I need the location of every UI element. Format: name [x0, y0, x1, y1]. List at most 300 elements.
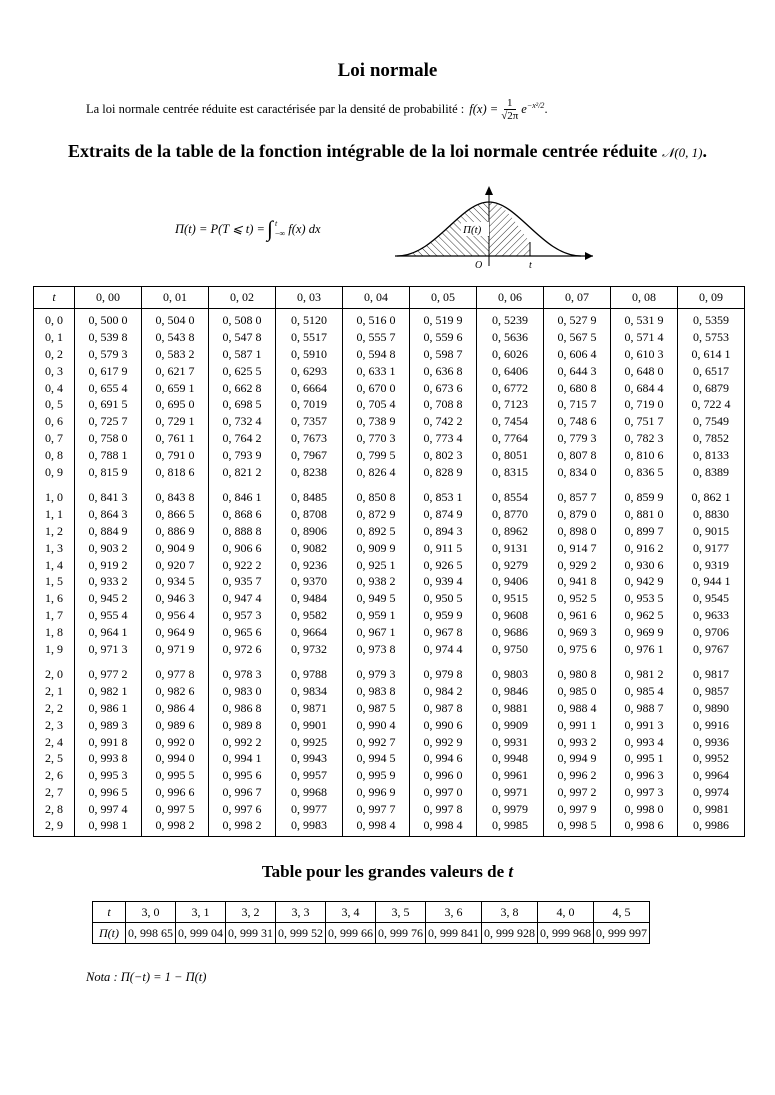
- table-cell: 0, 909 9: [343, 540, 410, 557]
- table-cell: 0, 698 5: [209, 396, 276, 413]
- table-cell: 0, 571 4: [611, 329, 678, 346]
- table-cell: 0, 884 9: [75, 523, 142, 540]
- table-cell: 0, 904 9: [142, 540, 209, 557]
- table-row: [34, 430, 745, 447]
- x-axis-arrow: [585, 252, 593, 260]
- table-cell: 0, 9015: [678, 523, 745, 540]
- large-pi-cell: 0, 999 928: [482, 923, 538, 944]
- table-cell: 0, 997 9: [544, 801, 611, 818]
- row-t-value: 0, 4: [34, 380, 75, 397]
- large-t-cell: 4, 5: [594, 902, 650, 923]
- large-values-title-var: t: [508, 862, 514, 881]
- row-t-value: 0, 6: [34, 413, 75, 430]
- group-spacer: [34, 657, 745, 666]
- table-cell: 0, 947 4: [209, 590, 276, 607]
- table-cell: 0, 987 5: [343, 700, 410, 717]
- subtitle-text: Extraits de la table de la fonction intégrable de la loi normale centrée réduite: [67, 141, 658, 161]
- large-pi-cell: 0, 999 997: [594, 923, 650, 944]
- large-pi-cell: 0, 999 841: [426, 923, 482, 944]
- table-cell: 0, 818 6: [142, 464, 209, 481]
- header-col: 0, 06: [477, 287, 544, 309]
- intro-text: La loi normale centrée réduite est caractérisée par la densité de probabilité :: [86, 102, 465, 117]
- table-cell: 0, 942 9: [611, 573, 678, 590]
- table-cell: 0, 953 5: [611, 590, 678, 607]
- table-cell: 0, 594 8: [343, 346, 410, 363]
- table-cell: 0, 788 1: [75, 447, 142, 464]
- normal-curve-diagram: [395, 186, 600, 276]
- table-cell: 0, 944 1: [678, 573, 745, 590]
- table-cell: 0, 9834: [276, 683, 343, 700]
- table-cell: 0, 982 1: [75, 683, 142, 700]
- table-cell: 0, 6879: [678, 380, 745, 397]
- table-cell: 0, 9686: [477, 624, 544, 641]
- table-cell: 0, 9131: [477, 540, 544, 557]
- table-cell: 0, 994 6: [410, 750, 477, 767]
- table-cell: 0, 9767: [678, 641, 745, 658]
- table-cell: 0, 815 9: [75, 464, 142, 481]
- table-cell: 0, 892 5: [343, 523, 410, 540]
- table-cell: 0, 941 8: [544, 573, 611, 590]
- table-row: [34, 329, 745, 346]
- table-cell: 0, 732 4: [209, 413, 276, 430]
- large-pi-cell: 0, 999 66: [326, 923, 376, 944]
- table-cell: 0, 950 5: [410, 590, 477, 607]
- row-t-value: 1, 1: [34, 506, 75, 523]
- table-cell: 0, 567 5: [544, 329, 611, 346]
- table-row: [34, 523, 745, 540]
- header-col: 0, 02: [209, 287, 276, 309]
- table-cell: 0, 9957: [276, 767, 343, 784]
- nota: [86, 970, 206, 985]
- table-cell: 0, 8770: [477, 506, 544, 523]
- table-cell: 0, 888 8: [209, 523, 276, 540]
- intro-end: .: [544, 102, 548, 117]
- table-cell: 0, 899 7: [611, 523, 678, 540]
- table-cell: 0, 992 7: [343, 734, 410, 751]
- table-cell: 0, 977 2: [75, 666, 142, 683]
- large-t-cell: 3, 0: [126, 902, 176, 923]
- table-cell: 0, 9983: [276, 818, 343, 837]
- table-cell: 0, 949 5: [343, 590, 410, 607]
- header-col: 0, 04: [343, 287, 410, 309]
- integrand: f(x) dx: [288, 221, 321, 236]
- table-cell: 0, 955 4: [75, 607, 142, 624]
- large-pi-cell: 0, 999 968: [538, 923, 594, 944]
- table-cell: 0, 834 0: [544, 464, 611, 481]
- intro-formula-lhs: f(x) =: [469, 102, 499, 117]
- large-values-title-text: Table pour les grandes valeurs de: [261, 862, 505, 881]
- large-t-cell: 3, 5: [376, 902, 426, 923]
- table-cell: 0, 996 2: [544, 767, 611, 784]
- table-cell: 0, 5359: [678, 313, 745, 330]
- table-cell: 0, 9177: [678, 540, 745, 557]
- table-cell: 0, 9545: [678, 590, 745, 607]
- large-t-cell: 3, 4: [326, 902, 376, 923]
- table-cell: 0, 997 7: [343, 801, 410, 818]
- table-row: [34, 489, 745, 506]
- large-t-cell: 3, 8: [482, 902, 538, 923]
- table-cell: 0, 985 4: [611, 683, 678, 700]
- table-cell: 0, 964 1: [75, 624, 142, 641]
- table-cell: 0, 881 0: [611, 506, 678, 523]
- table-cell: 0, 903 2: [75, 540, 142, 557]
- row-t-value: 0, 3: [34, 363, 75, 380]
- table-cell: 0, 994 1: [209, 750, 276, 767]
- large-pi-cell: 0, 998 65: [126, 923, 176, 944]
- table-cell: 0, 9974: [678, 784, 745, 801]
- intro-line: [86, 97, 548, 122]
- y-axis-arrow: [485, 186, 493, 195]
- table-cell: 0, 894 3: [410, 523, 477, 540]
- table-cell: 0, 9082: [276, 540, 343, 557]
- table-cell: 0, 967 8: [410, 624, 477, 641]
- table-cell: 0, 952 5: [544, 590, 611, 607]
- table-cell: 0, 995 9: [343, 767, 410, 784]
- row-t-value: 2, 7: [34, 784, 75, 801]
- table-cell: 0, 996 6: [142, 784, 209, 801]
- table-cell: 0, 935 7: [209, 573, 276, 590]
- table-cell: 0, 990 4: [343, 717, 410, 734]
- table-cell: 0, 983 8: [343, 683, 410, 700]
- row-t-value: 1, 8: [34, 624, 75, 641]
- header-col: 0, 05: [410, 287, 477, 309]
- table-row: [34, 346, 745, 363]
- table-cell: 0, 5120: [276, 313, 343, 330]
- table-cell: 0, 9484: [276, 590, 343, 607]
- table-cell: 0, 992 0: [142, 734, 209, 751]
- table-cell: 0, 997 3: [611, 784, 678, 801]
- header-col: 0, 00: [75, 287, 142, 309]
- integral-lower: −∞: [275, 229, 286, 238]
- table-cell: 0, 925 1: [343, 557, 410, 574]
- table-cell: 0, 998 6: [611, 818, 678, 837]
- table-cell: 0, 680 8: [544, 380, 611, 397]
- large-values-row-t: [93, 902, 650, 923]
- table-cell: 0, 998 5: [544, 818, 611, 837]
- table-cell: 0, 583 2: [142, 346, 209, 363]
- table-cell: 0, 7967: [276, 447, 343, 464]
- table-cell: 0, 872 9: [343, 506, 410, 523]
- table-body: [34, 309, 745, 837]
- table-cell: 0, 7549: [678, 413, 745, 430]
- table-cell: 0, 807 8: [544, 447, 611, 464]
- table-row: [34, 734, 745, 751]
- table-cell: 0, 9977: [276, 801, 343, 818]
- table-cell: 0, 7357: [276, 413, 343, 430]
- table-header-row: [34, 287, 745, 309]
- table-cell: 0, 992 9: [410, 734, 477, 751]
- table-cell: 0, 973 8: [343, 641, 410, 658]
- table-cell: 0, 9857: [678, 683, 745, 700]
- nota-text: : Π(−t) = 1 − Π(t): [113, 970, 207, 984]
- density-fraction: [501, 97, 518, 122]
- table-cell: 0, 911 5: [410, 540, 477, 557]
- normal-table: [33, 286, 745, 837]
- table-cell: 0, 9961: [477, 767, 544, 784]
- table-cell: 0, 673 6: [410, 380, 477, 397]
- table-cell: 0, 980 8: [544, 666, 611, 683]
- table-cell: 0, 979 3: [343, 666, 410, 683]
- row-t-value: 1, 7: [34, 607, 75, 624]
- table-cell: 0, 995 1: [611, 750, 678, 767]
- table-cell: 0, 770 3: [343, 430, 410, 447]
- table-cell: 0, 994 5: [343, 750, 410, 767]
- table-row: [34, 313, 745, 330]
- table-cell: 0, 9986: [678, 818, 745, 837]
- table-cell: 0, 946 3: [142, 590, 209, 607]
- table-cell: 0, 978 3: [209, 666, 276, 683]
- table-row: [34, 641, 745, 658]
- table-row: [34, 700, 745, 717]
- table-cell: 0, 9943: [276, 750, 343, 767]
- table-cell: 0, 926 5: [410, 557, 477, 574]
- table-cell: 0, 8315: [477, 464, 544, 481]
- table-cell: 0, 997 0: [410, 784, 477, 801]
- table-cell: 0, 636 8: [410, 363, 477, 380]
- table-cell: 0, 587 1: [209, 346, 276, 363]
- table-cell: 0, 516 0: [343, 313, 410, 330]
- table-cell: 0, 989 3: [75, 717, 142, 734]
- table-cell: 0, 751 7: [611, 413, 678, 430]
- header-col: 0, 07: [544, 287, 611, 309]
- row-t-value: 1, 5: [34, 573, 75, 590]
- table-cell: 0, 9979: [477, 801, 544, 818]
- table-cell: 0, 987 8: [410, 700, 477, 717]
- table-cell: 0, 9817: [678, 666, 745, 683]
- table-row: [34, 396, 745, 413]
- large-pi-cell: 0, 999 52: [276, 923, 326, 944]
- table-cell: 0, 8389: [678, 464, 745, 481]
- table-cell: 0, 9909: [477, 717, 544, 734]
- subtitle: [0, 141, 775, 162]
- table-cell: 0, 959 1: [343, 607, 410, 624]
- table-cell: 0, 976 1: [611, 641, 678, 658]
- row-t-value: 1, 2: [34, 523, 75, 540]
- table-cell: 0, 655 4: [75, 380, 142, 397]
- table-cell: 0, 998 2: [209, 818, 276, 837]
- large-t-cell: 3, 6: [426, 902, 482, 923]
- row-t-value: 0, 0: [34, 313, 75, 330]
- table-row: [34, 464, 745, 481]
- table-cell: 0, 9985: [477, 818, 544, 837]
- pi-def-lhs: Π(t) = P(T ⩽ t) =: [175, 222, 265, 236]
- table-cell: 0, 539 8: [75, 329, 142, 346]
- table-cell: 0, 508 0: [209, 313, 276, 330]
- table-cell: 0, 7852: [678, 430, 745, 447]
- table-row: [34, 447, 745, 464]
- table-cell: 0, 559 6: [410, 329, 477, 346]
- row-t-value: 2, 0: [34, 666, 75, 683]
- table-cell: 0, 859 9: [611, 489, 678, 506]
- table-cell: 0, 9633: [678, 607, 745, 624]
- table-cell: 0, 9582: [276, 607, 343, 624]
- table-cell: 0, 695 0: [142, 396, 209, 413]
- large-t-cell: 4, 0: [538, 902, 594, 923]
- table-cell: 0, 828 9: [410, 464, 477, 481]
- table-cell: 0, 9901: [276, 717, 343, 734]
- row-t-value: 0, 8: [34, 447, 75, 464]
- nota-label: Nota: [86, 970, 111, 984]
- row-t-value: 2, 5: [34, 750, 75, 767]
- table-cell: 0, 9515: [477, 590, 544, 607]
- t-label: t: [529, 260, 532, 271]
- table-cell: 0, 527 9: [544, 313, 611, 330]
- row-t-value: 0, 5: [34, 396, 75, 413]
- table-cell: 0, 990 6: [410, 717, 477, 734]
- table-cell: 0, 9370: [276, 573, 343, 590]
- table-cell: 0, 920 7: [142, 557, 209, 574]
- table-cell: 0, 8485: [276, 489, 343, 506]
- row-t-value: 0, 9: [34, 464, 75, 481]
- table-cell: 0, 659 1: [142, 380, 209, 397]
- table-cell: 0, 500 0: [75, 313, 142, 330]
- header-col: 0, 01: [142, 287, 209, 309]
- table-cell: 0, 997 6: [209, 801, 276, 818]
- exp-base: e: [521, 102, 527, 117]
- table-cell: 0, 984 2: [410, 683, 477, 700]
- table-cell: 0, 9881: [477, 700, 544, 717]
- header-col: 0, 03: [276, 287, 343, 309]
- large-t-cell: 3, 1: [176, 902, 226, 923]
- table-cell: 0, 969 9: [611, 624, 678, 641]
- table-cell: 0, 9846: [477, 683, 544, 700]
- table-cell: 0, 773 4: [410, 430, 477, 447]
- fraction-denominator: √2π: [501, 110, 519, 123]
- table-cell: 0, 919 2: [75, 557, 142, 574]
- table-cell: 0, 945 2: [75, 590, 142, 607]
- table-cell: 0, 874 9: [410, 506, 477, 523]
- row-label-pi: Π(t): [93, 923, 126, 944]
- table-cell: 0, 998 0: [611, 801, 678, 818]
- table-cell: 0, 9608: [477, 607, 544, 624]
- table-row: [34, 818, 745, 837]
- origin-label: O: [475, 260, 483, 271]
- table-cell: 0, 9981: [678, 801, 745, 818]
- table-row: [34, 784, 745, 801]
- row-t-value: 1, 3: [34, 540, 75, 557]
- table-cell: 0, 996 3: [611, 767, 678, 784]
- row-t-value: 1, 6: [34, 590, 75, 607]
- area-label: Π(t): [463, 224, 482, 236]
- exp-power: −x²/2: [526, 101, 545, 111]
- table-cell: 0, 8051: [477, 447, 544, 464]
- table-row: [34, 750, 745, 767]
- table-cell: 0, 981 2: [611, 666, 678, 683]
- table-cell: 0, 991 1: [544, 717, 611, 734]
- table-cell: 0, 9916: [678, 717, 745, 734]
- table-cell: 0, 898 0: [544, 523, 611, 540]
- table-cell: 0, 971 3: [75, 641, 142, 658]
- table-cell: 0, 879 0: [544, 506, 611, 523]
- table-cell: 0, 748 6: [544, 413, 611, 430]
- table-cell: 0, 9952: [678, 750, 745, 767]
- table-cell: 0, 791 0: [142, 447, 209, 464]
- table-cell: 0, 934 5: [142, 573, 209, 590]
- table-cell: 0, 956 4: [142, 607, 209, 624]
- table-cell: 0, 929 2: [544, 557, 611, 574]
- table-cell: 0, 633 1: [343, 363, 410, 380]
- table-cell: 0, 6026: [477, 346, 544, 363]
- table-row: [34, 666, 745, 683]
- table-cell: 0, 9964: [678, 767, 745, 784]
- table-cell: 0, 998 1: [75, 818, 142, 837]
- table-cell: 0, 9319: [678, 557, 745, 574]
- table-cell: 0, 998 4: [343, 818, 410, 837]
- table-cell: 0, 997 8: [410, 801, 477, 818]
- table-cell: 0, 729 1: [142, 413, 209, 430]
- table-cell: 0, 7019: [276, 396, 343, 413]
- table-cell: 0, 977 8: [142, 666, 209, 683]
- table-cell: 0, 6664: [276, 380, 343, 397]
- table-cell: 0, 782 3: [611, 430, 678, 447]
- table-cell: 0, 995 5: [142, 767, 209, 784]
- table-cell: 0, 850 8: [343, 489, 410, 506]
- table-cell: 0, 965 6: [209, 624, 276, 641]
- table-cell: 0, 9664: [276, 624, 343, 641]
- row-t-value: 2, 8: [34, 801, 75, 818]
- table-cell: 0, 761 1: [142, 430, 209, 447]
- table-cell: 0, 625 5: [209, 363, 276, 380]
- table-cell: 0, 8962: [477, 523, 544, 540]
- table-row: [34, 573, 745, 590]
- pi-definition: [175, 216, 321, 242]
- table-cell: 0, 9890: [678, 700, 745, 717]
- table-cell: 0, 722 4: [678, 396, 745, 413]
- table-cell: 0, 826 4: [343, 464, 410, 481]
- table-row: [34, 624, 745, 641]
- table-cell: 0, 9406: [477, 573, 544, 590]
- row-t-value: 1, 9: [34, 641, 75, 658]
- table-row: [34, 683, 745, 700]
- large-t-cell: 3, 2: [226, 902, 276, 923]
- table-cell: 0, 9925: [276, 734, 343, 751]
- subtitle-end: .: [702, 141, 708, 161]
- table-cell: 0, 9750: [477, 641, 544, 658]
- table-cell: 0, 7764: [477, 430, 544, 447]
- normal-symbol: 𝒩(0, 1): [661, 145, 703, 160]
- table-cell: 0, 614 1: [678, 346, 745, 363]
- table-cell: 0, 866 5: [142, 506, 209, 523]
- table-cell: 0, 606 4: [544, 346, 611, 363]
- table-cell: 0, 993 4: [611, 734, 678, 751]
- table-row: [34, 380, 745, 397]
- header-t: t: [34, 287, 75, 309]
- row-label-t: t: [93, 902, 126, 923]
- row-t-value: 2, 4: [34, 734, 75, 751]
- table-row: [34, 607, 745, 624]
- table-cell: 0, 957 3: [209, 607, 276, 624]
- table-cell: 0, 996 7: [209, 784, 276, 801]
- table-cell: 0, 5636: [477, 329, 544, 346]
- table-cell: 0, 989 8: [209, 717, 276, 734]
- fraction-numerator: 1: [504, 97, 516, 110]
- table-cell: 0, 738 9: [343, 413, 410, 430]
- table-cell: 0, 6772: [477, 380, 544, 397]
- table-cell: 0, 610 3: [611, 346, 678, 363]
- table-cell: 0, 6406: [477, 363, 544, 380]
- table-cell: 0, 998 2: [142, 818, 209, 837]
- table-cell: 0, 8906: [276, 523, 343, 540]
- table-cell: 0, 758 0: [75, 430, 142, 447]
- table-cell: 0, 988 4: [544, 700, 611, 717]
- table-cell: 0, 9803: [477, 666, 544, 683]
- table-cell: 0, 764 2: [209, 430, 276, 447]
- table-cell: 0, 986 4: [142, 700, 209, 717]
- table-cell: 0, 662 8: [209, 380, 276, 397]
- table-cell: 0, 793 9: [209, 447, 276, 464]
- table-cell: 0, 9788: [276, 666, 343, 683]
- row-t-value: 2, 2: [34, 700, 75, 717]
